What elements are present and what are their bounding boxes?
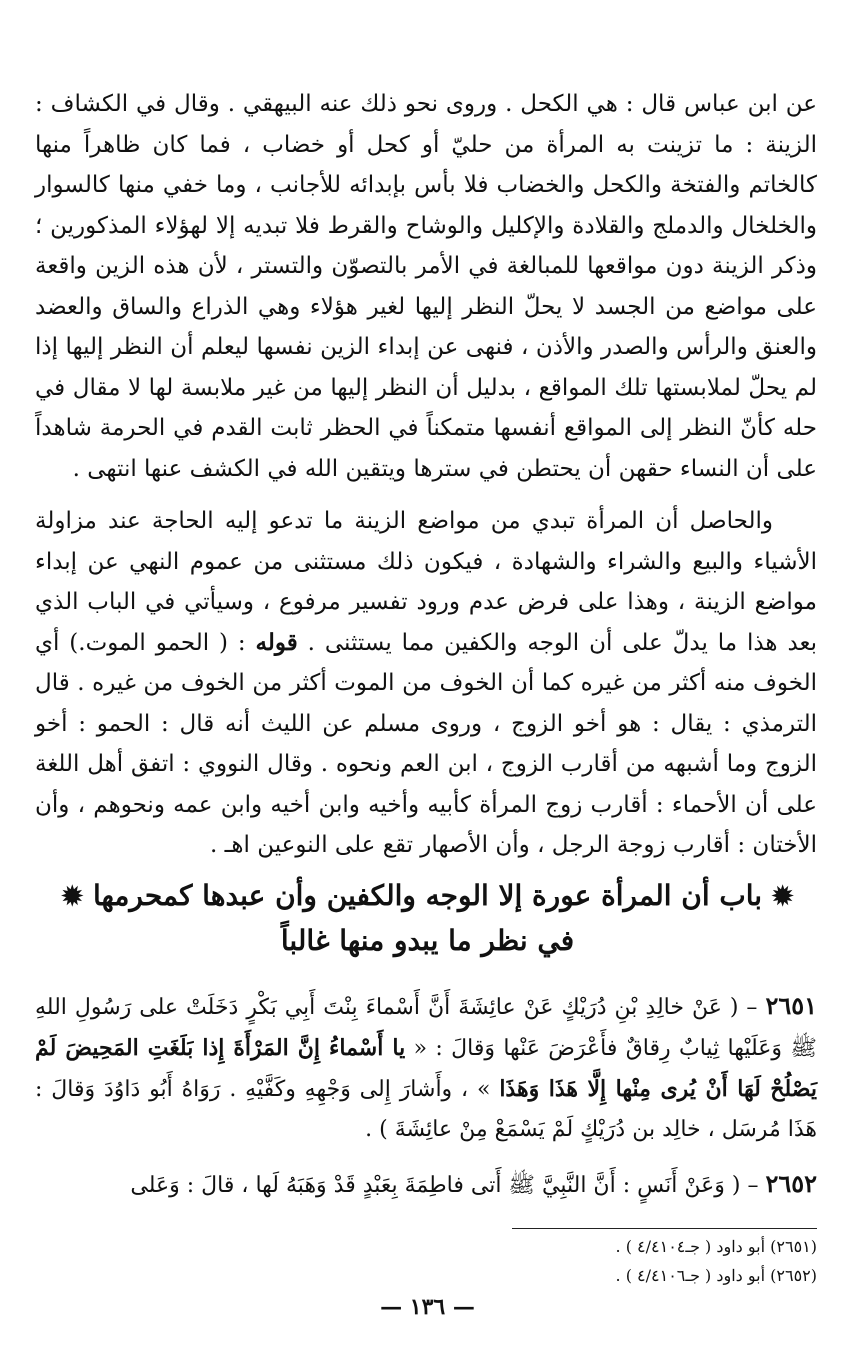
hadith-2651 <box>35 986 817 1150</box>
chapter-heading <box>40 874 815 963</box>
paragraph-2-text-before: والحاصل أن المرأة تبدي من مواضع الزينة ما تدعو إليه الحاجة عند مزاولة الأشياء والبيع والشراء والشهادة ، فيكون ذلك مستثنى من عموم النهي عن إبداء مواضع الزينة ، وهذا على فرض عدم ورود تفسير مرفوع ، وسيأتي في الباب الذي بعد هذا ما يدلّ على أن الوجه والكفين مما يستثنى . <box>35 508 818 656</box>
footnotes <box>117 1232 817 1290</box>
star-ornament-icon: ✹ <box>771 882 794 912</box>
hadith-text-after: » ، وأَشارَ إِلى وَجْهِهِ وكَفَّيْهِ . رَوَاهُ أَبُو دَاوُدَ وَقالَ : هَذَا مُرسَل ، خالِد بن دُرَيْكٍ لَمْ يَسْمَعْ مِنْ عائِشَةَ ) . <box>35 1077 817 1142</box>
paragraph-2-text-after: : ( الحمو الموت.) أي الخوف منه أكثر من غيره كما أن الخوف من الموت أكثر من الخوف من غيره . قال الترمذي : يقال : هو أخو الزوج ، وروى مسلم عن الليث أنه قال : الحمو : أخو الزوج وما أشبهه من أقارب الزوج ، ابن العم ونحوه . وقال النووي : اتفق أهل اللغة على أن الأحماء : أقارب زوج المرأة كأبيه وأخيه وابن أخيه وابن عمه ونحوهم ، وأن الأختان : أقارب زوجة الرجل ، وأن الأصهار تقع على النوعين اهـ . <box>35 629 817 858</box>
commentary-paragraph-2 <box>35 501 817 866</box>
qawluh-label: قوله <box>255 628 298 656</box>
commentary-paragraph-1 <box>35 84 817 489</box>
page-number: — ١٣٦ — <box>380 1294 475 1320</box>
hadith-number: ٢٦٥٢ <box>765 1169 817 1198</box>
hadith-text-before: – ( عَنْ خالِدِ بْنِ دُرَيْكٍ عَنْ عائِشَةَ أَنَّ أَسْماءَ بِنْتَ أَبِي بَكْرٍ دَخَلَتْ على رَسُولِ اللهِ ﷺ وَعَلَيْها ثِيابٌ رِقاقٌ فأَعْرَضَ عَنْها وَقالَ : « <box>35 995 817 1061</box>
chapter-heading-line-1: باب أن المرأة عورة إلا الوجه والكفين وأن عبدها كمحرمها <box>92 879 763 912</box>
footnote-divider <box>512 1228 817 1229</box>
star-ornament-icon: ✹ <box>61 882 84 912</box>
hadith-number: ٢٦٥١ <box>765 991 817 1020</box>
footnote-2651: (٢٦٥١) أبو داود ( جـ٤/٤١٠٤ ) . <box>615 1237 817 1256</box>
hadith-text-prophetic: يا أَسْماءُ إِنَّ المَرْأَةَ إِذا بَلَغَتِ المَحِيضَ لَمْ يَصْلُحْ لَهَا أَنْ يُرى مِنْها إِلَّا هَذَا وَهَذَا <box>35 1035 817 1102</box>
chapter-heading-line-2: في نظر ما يبدو منها غالباً <box>280 924 575 957</box>
hadith-text: – ( وَعَنْ أَنَسٍ : أَنَّ النَّبِيَّ ﷺ أَتى فاطِمَةَ بِعَبْدٍ قَدْ وَهَبَهُ لَها ، قالَ : وَعَلى <box>130 1173 759 1198</box>
hadith-2652 <box>35 1164 817 1206</box>
footnote-2652: (٢٦٥٢) أبو داود ( جـ٤/٤١٠٦ ) . <box>615 1266 817 1285</box>
paragraph-1-text: عن ابن عباس قال : هي الكحل . وروى نحو ذلك عنه البيهقي . وقال في الكشاف : الزينة : ما تزينت به المرأة من حليّ أو كحل أو خضاب ، فما كان ظاهراً منها كالخاتم والفتخة والكحل والخضاب فلا بأس بإبدائه للأجانب ، وما خفي منها كالسوار والخلخال والدملج والقلادة والإكليل والوشاح والقرط فلا تبديه إلا لهؤلاء المذكورين ؛ وذكر الزينة دون مواقعها للمبالغة في الأمر بالتصوّن والتستر ، لأن هذه الزين واقعة على مواضع من الجسد لا يحلّ النظر إليها لغير هؤلاء وهي الذراع والساق والعضد والعنق والرأس والصدر والأذن ، فنهى عن إبداء الزين نفسها ليعلم أن النظر إليها إذا لم يحلّ لملابستها تلك المواقع ، بدليل أن النظر إليها من غير ملابسة لها لا مقال في حله كأنّ النظر إلى المواقع أنفسها متمكناً في الحظر ثابت القدم في الحرمة شاهداً على أن النساء حقهن أن يحتطن في سترها ويتقين الله في الكشف عنها انتهى . <box>35 91 817 482</box>
